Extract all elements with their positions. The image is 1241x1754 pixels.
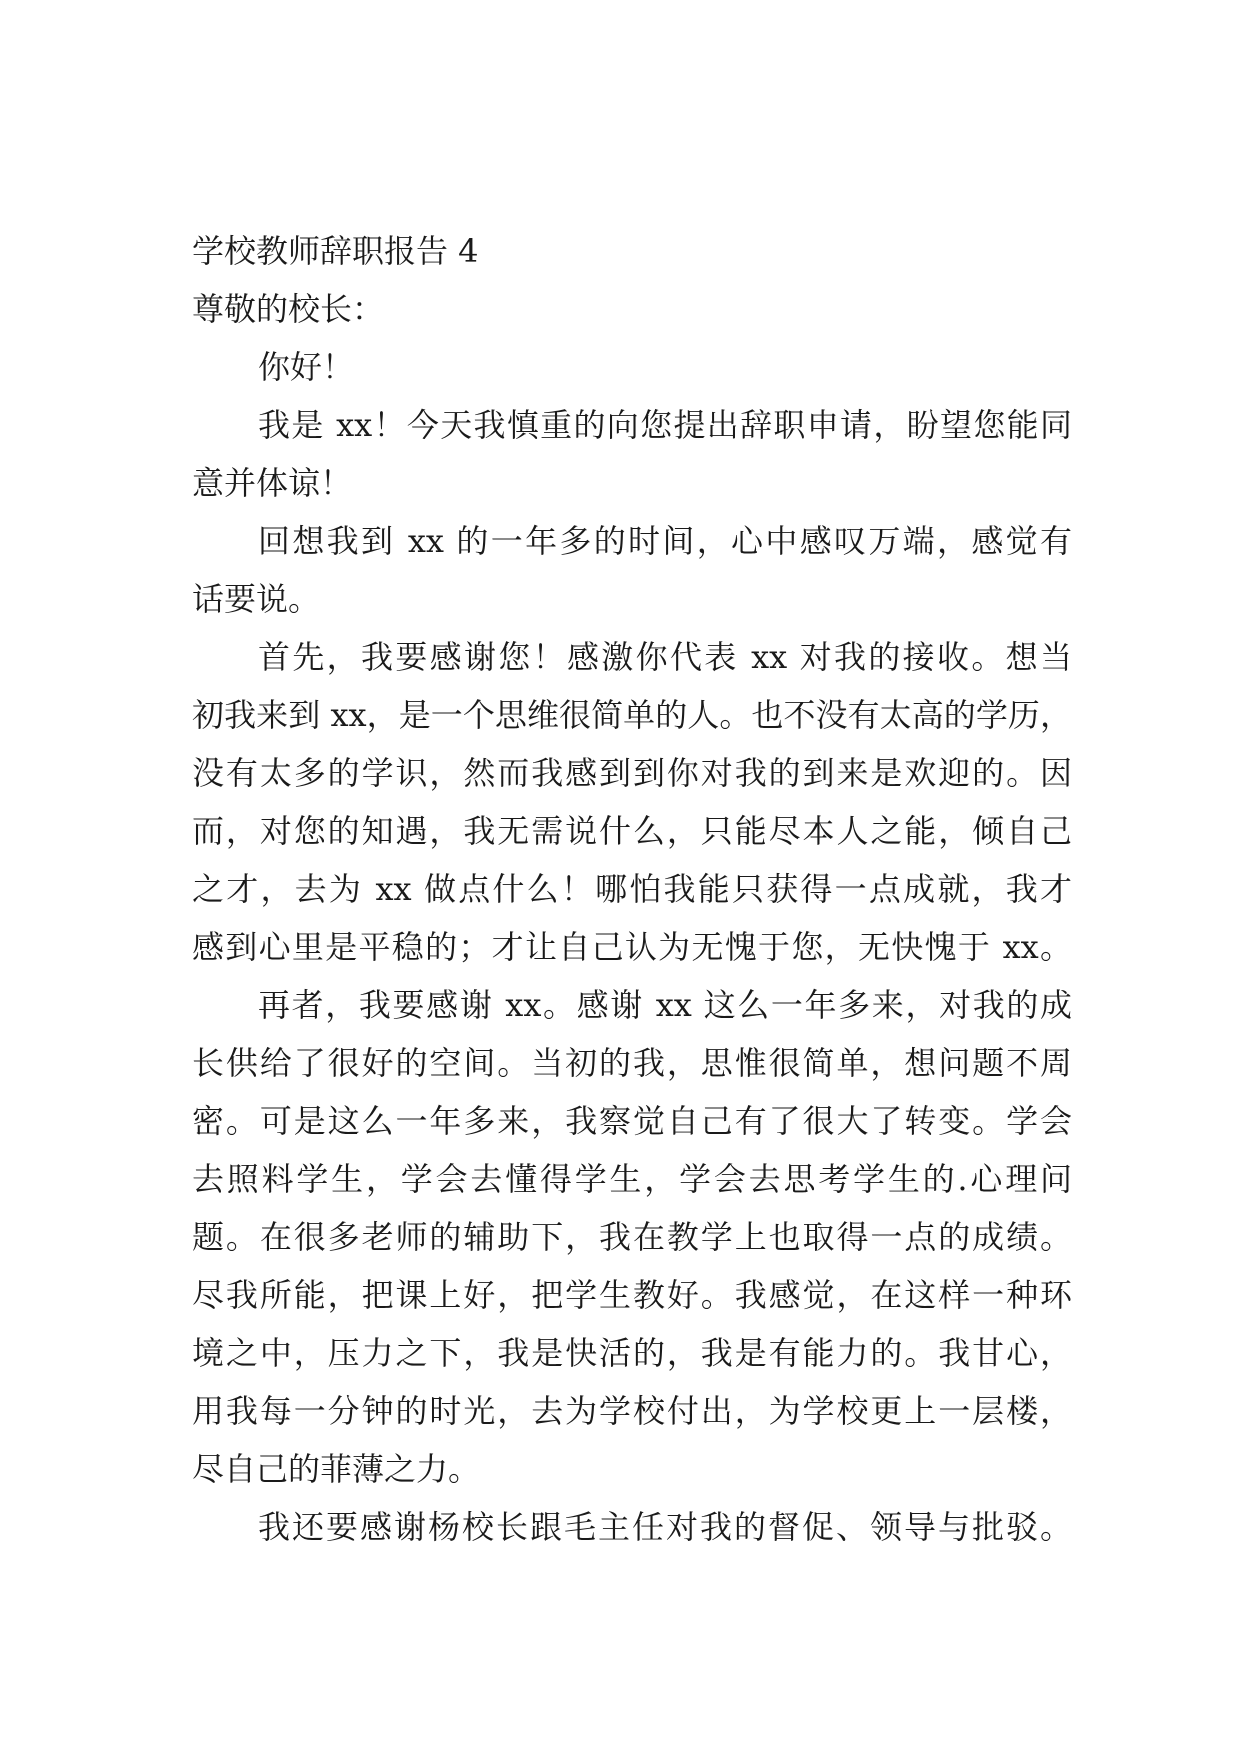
paragraph-line: 去照料学生，学会去懂得学生，学会去思考学生的.心理问 [192, 1160, 1072, 1198]
paragraph-line: 没有太多的学识，然而我感到到你对我的到来是欢迎的。因 [192, 754, 1072, 792]
paragraph-line: 尽自己的菲薄之力。 [192, 1450, 481, 1488]
paragraph-line: 话要说。 [192, 580, 321, 618]
paragraph-line: 尽我所能，把课上好，把学生教好。我感觉，在这样一种环 [192, 1276, 1072, 1314]
paragraph-line: 再者，我要感谢 xx。感谢 xx 这么一年多来，对我的成 [258, 986, 1072, 1024]
paragraph-line: 长供给了很好的空间。当初的我，思惟很简单，想问题不周 [192, 1044, 1072, 1082]
paragraph-line: 而，对您的知遇，我无需说什么，只能尽本人之能，倾自己 [192, 812, 1072, 850]
greeting: 你好！ [258, 348, 355, 386]
paragraph-line: 用我每一分钟的时光，去为学校付出，为学校更上一层楼， [192, 1392, 1072, 1430]
document-title: 学校教师辞职报告 4 [192, 232, 479, 270]
paragraph-line: 之才，去为 xx 做点什么！哪怕我能只获得一点成就，我才 [192, 870, 1072, 908]
paragraph-line: 初我来到 xx，是一个思维很简单的人。也不没有太高的学历， [192, 696, 1072, 734]
paragraph-line: 境之中，压力之下，我是快活的，我是有能力的。我甘心， [192, 1334, 1072, 1372]
salutation: 尊敬的校长： [192, 290, 385, 328]
paragraph-line: 密。可是这么一年多来，我察觉自己有了很大了转变。学会 [192, 1102, 1072, 1140]
paragraph-line: 题。在很多老师的辅助下，我在教学上也取得一点的成绩。 [192, 1218, 1072, 1256]
paragraph-line: 回想我到 xx 的一年多的时间，心中感叹万端，感觉有 [258, 522, 1072, 560]
paragraph-line: 感到心里是平稳的；才让自己认为无愧于您，无快愧于 xx。 [192, 928, 1072, 966]
paragraph-line: 首先，我要感谢您！感激你代表 xx 对我的接收。想当 [258, 638, 1072, 676]
paragraph-line: 我是 xx！今天我慎重的向您提出辞职申请，盼望您能同 [258, 406, 1072, 444]
paragraph-line: 我还要感谢杨校长跟毛主任对我的督促、领导与批驳。 [258, 1508, 1072, 1546]
paragraph-line: 意并体谅！ [192, 464, 353, 502]
document-body [192, 222, 1072, 1556]
